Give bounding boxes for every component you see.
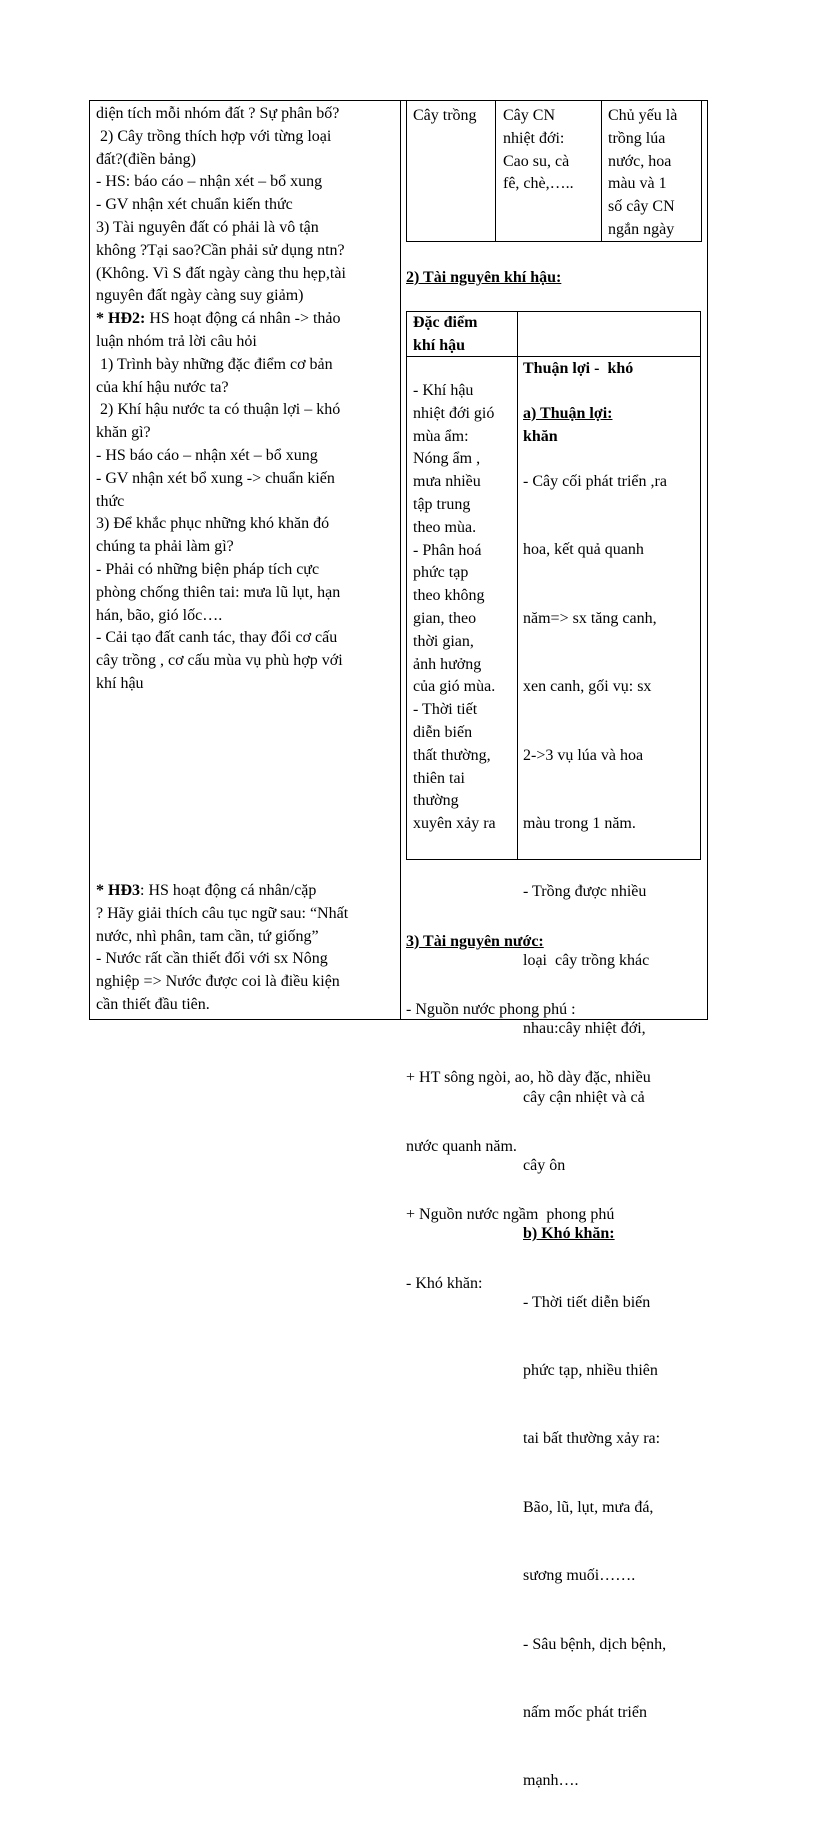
cell-line: - Sâu bệnh, dịch bệnh,: [523, 1635, 667, 1653]
text-line: đất?(điền bảng): [96, 150, 196, 168]
cell-line: theo không: [413, 587, 485, 605]
text-line: - HS báo cáo – nhận xét – bổ xung: [96, 446, 318, 464]
activity-2-label: * HĐ2:: [96, 310, 146, 328]
cell-line: Cao su, cà: [503, 152, 570, 170]
cell-line: màu và 1: [608, 175, 667, 193]
cell-line: khí hậu: [413, 336, 466, 354]
text-line: thức: [96, 492, 125, 510]
cell-line: phức tạp, nhiều thiên: [523, 1362, 658, 1380]
text-line: 1) Trình bày những đặc điểm cơ bản: [96, 355, 333, 373]
cell-line: mưa nhiều: [413, 473, 481, 491]
cell-line: ảnh hưởng: [413, 655, 482, 673]
left-column: [96, 103, 396, 696]
cell-line: nước, hoa: [608, 152, 672, 170]
cell-line: nhiệt đới gió: [413, 404, 495, 422]
cell-line: Cây CN: [503, 107, 555, 124]
cell-line: thường: [413, 792, 459, 810]
crop-table-cell: [503, 105, 574, 196]
difficulties-title: b) Khó khăn:: [523, 1225, 615, 1243]
text-line: - Phải có những biện pháp tích cực: [96, 560, 320, 578]
crop-table-cell: [608, 105, 677, 242]
crop-table-cell: Cây trồng: [413, 107, 477, 124]
text-line: - Khó khăn:: [406, 1274, 483, 1292]
text-line: cây trồng , cơ cấu mùa vụ phù hợp với: [96, 652, 343, 670]
cell-line: loại cây trồng khác: [523, 951, 650, 969]
text-line: + Nguồn nước ngầm phong phú: [406, 1206, 615, 1224]
cell-line: diễn biến: [413, 723, 473, 741]
text-line: ? Hãy giải thích câu tục ngữ sau: “Nhất: [96, 904, 349, 922]
cell-line: - Trồng được nhiều: [523, 883, 647, 901]
climate-heading: 2) Tài nguyên khí hậu:: [406, 269, 562, 286]
text-line: - GV nhận xét chuẩn kiến thức: [96, 196, 293, 214]
cell-line: thời gian,: [413, 632, 474, 650]
cell-line: trồng lúa: [608, 129, 666, 147]
cell-line: năm=> sx tăng canh,: [523, 609, 657, 627]
cell-line: - Thời tiết: [413, 701, 478, 719]
text-line: nước, nhì phân, tam cần, tứ giống”: [96, 927, 319, 945]
cell-line: Đặc điểm: [413, 314, 478, 331]
activity-3-heading: [96, 880, 396, 903]
cell-line: hoa, kết quả quanh: [523, 541, 644, 559]
climate-table-col-divider: [517, 311, 518, 860]
crop-table-col-divider: [495, 100, 496, 242]
text-line: 2) Khí hậu nước ta có thuận lợi – khó: [96, 401, 341, 419]
cell-line: - Khí hậu: [413, 382, 474, 399]
left-block-2: [96, 331, 396, 696]
cell-line: sương muối…….: [523, 1567, 636, 1585]
text-line: 3) Tài nguyên đất có phải là vô tận: [96, 218, 319, 236]
activity-2-text: HS hoạt động cá nhân -> thảo: [145, 310, 341, 328]
cell-line: xuyên xảy ra: [413, 815, 496, 833]
cell-line: - Thời tiết diễn biến: [523, 1293, 651, 1311]
water-heading: 3) Tài nguyên nước:: [406, 932, 544, 950]
cell-line: tập trung: [413, 495, 471, 513]
cell-line: ngắn ngày: [608, 220, 675, 238]
cell-line: phức tạp: [413, 564, 469, 582]
activity-2-heading: [96, 308, 396, 331]
text-line: hán, bão, gió lốc….: [96, 606, 223, 624]
left-column-bottom: [96, 880, 396, 1017]
column-divider: [400, 100, 401, 1020]
text-line: - Cải tạo đất canh tác, thay đổi cơ cấu: [96, 629, 338, 647]
advantages-title: a) Thuận lợi:: [523, 404, 613, 422]
text-line: - Nước rất cần thiết đối với sx Nông: [96, 950, 328, 968]
text-line: (Không. Vì S đất ngày càng thu hẹp,tài: [96, 264, 346, 282]
text-line: nghiệp => Nước được coi là điều kiện: [96, 973, 340, 991]
cell-line: mạnh….: [523, 1772, 579, 1790]
text-line: - HS: báo cáo – nhận xét – bổ xung: [96, 173, 323, 191]
cell-line: Bão, lũ, lụt, mưa đá,: [523, 1498, 654, 1516]
cell-line: Thuận lợi - khó: [523, 359, 634, 377]
cell-line: theo mùa.: [413, 518, 477, 536]
text-line: khăn gì?: [96, 424, 151, 442]
text-line: cần thiết đầu tiên.: [96, 995, 210, 1013]
cell-line: cây ôn: [523, 1156, 566, 1174]
text-line: diện tích mỗi nhóm đất ? Sự phân bố?: [96, 105, 340, 122]
text-line: không ?Tại sao?Cần phải sử dụng ntn?: [96, 241, 345, 259]
cell-line: tai bất thường xảy ra:: [523, 1430, 661, 1448]
text-line: + HT sông ngòi, ao, hồ dày đặc, nhiều: [406, 1069, 651, 1087]
cell-line: khăn: [523, 427, 558, 445]
cell-line: màu trong 1 năm.: [523, 814, 636, 832]
cell-line: - Cây cối phát triển ,ra: [523, 472, 667, 490]
cell-line: xen canh, gối vụ: sx: [523, 678, 652, 696]
cell-line: số cây CN: [608, 198, 675, 216]
cell-line: nhiệt đới:: [503, 129, 565, 147]
text-line: của khí hậu nước ta?: [96, 378, 229, 396]
cell-line: Chủ yếu là: [608, 107, 678, 124]
text-line: nguyên đất ngày càng suy giảm): [96, 287, 304, 305]
cell-line: nhau:cây nhiệt đới,: [523, 1020, 646, 1038]
activity-3-text: : HS hoạt động cá nhân/cặp: [140, 882, 317, 899]
text-line: 3) Để khắc phục những khó khăn đó: [96, 515, 330, 533]
cell-line: thất thường,: [413, 746, 491, 764]
cell-line: mùa ẩm:: [413, 427, 469, 445]
climate-features-cell: [413, 380, 496, 836]
activity-3-label: * HĐ3: [96, 882, 140, 899]
climate-header-features: [413, 312, 477, 358]
cell-line: Nóng ẩm ,: [413, 450, 481, 468]
cell-line: cây cận nhiệt và cả: [523, 1088, 645, 1106]
cell-line: fê, chè,…..: [503, 175, 574, 193]
text-line: 2) Cây trồng thích hợp với từng loại: [96, 127, 332, 145]
crop-table-col-divider: [601, 100, 602, 242]
text-line: - Nguồn nước phong phú :: [406, 1000, 576, 1018]
cell-line: nấm mốc phát triển: [523, 1704, 647, 1722]
cell-line: của gió mùa.: [413, 678, 496, 696]
cell-line: - Phân hoá: [413, 541, 482, 559]
water-section: [406, 885, 651, 1341]
text-line: nước quanh năm.: [406, 1137, 517, 1155]
text-line: luận nhóm trả lời câu hỏi: [96, 332, 257, 350]
text-line: - GV nhận xét bổ xung -> chuẩn kiến: [96, 469, 335, 487]
left-block-1: [96, 103, 396, 308]
text-line: phòng chống thiên tai: mưa lũ lụt, hạn: [96, 583, 341, 601]
cell-line: 2->3 vụ lúa và hoa: [523, 746, 644, 764]
cell-line: thiên tai: [413, 769, 465, 787]
text-line: khí hậu: [96, 674, 144, 692]
cell-line: gian, theo: [413, 609, 477, 627]
text-line: chúng ta phải làm gì?: [96, 538, 234, 556]
